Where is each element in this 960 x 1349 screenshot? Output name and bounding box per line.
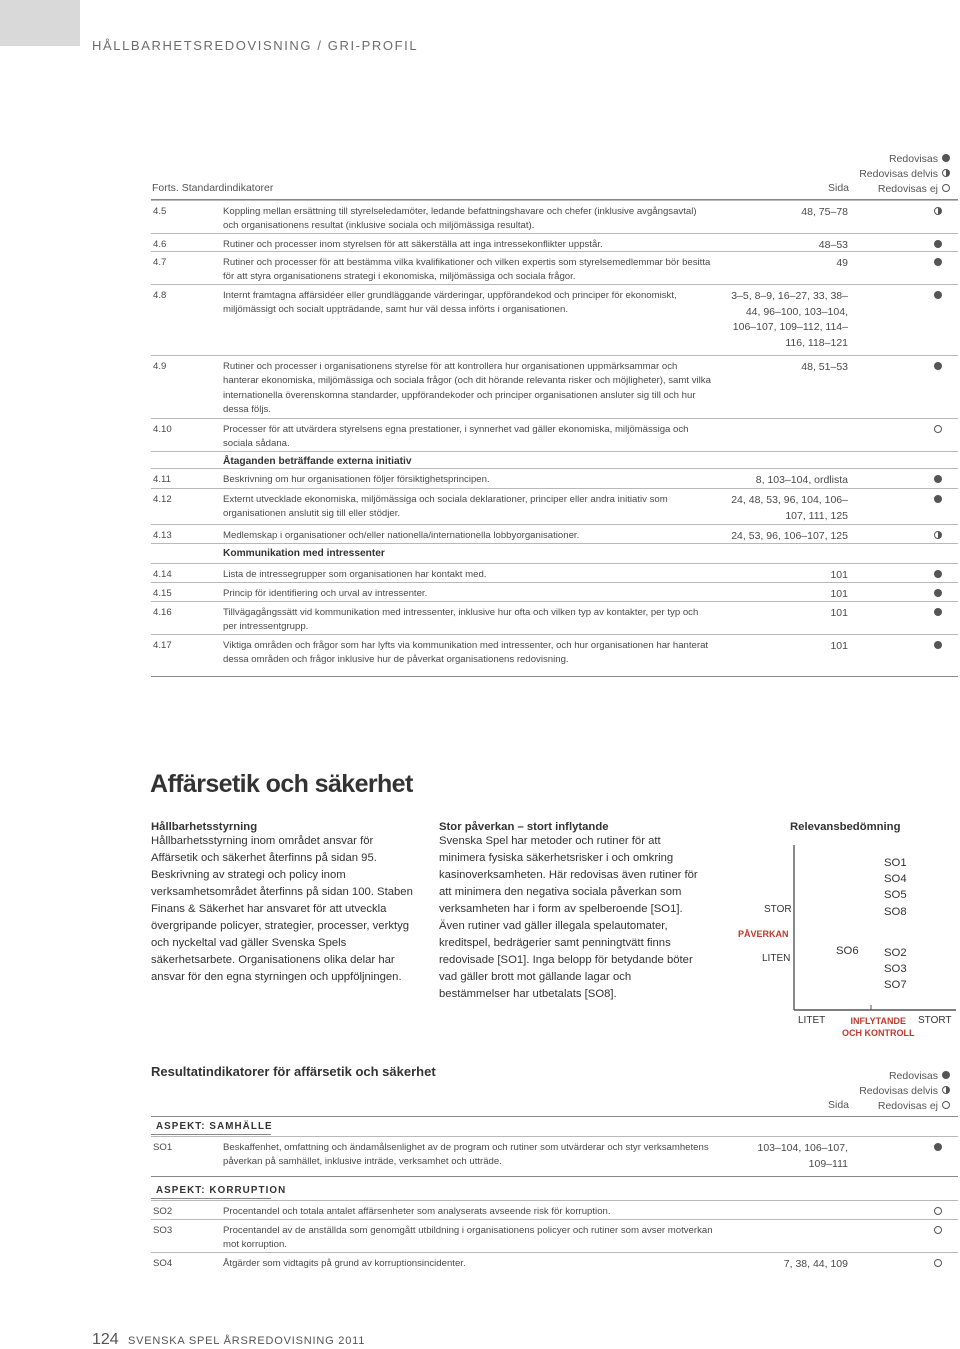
- running-head: HÅLLBARHETSREDOVISNING / GRI-PROFIL: [92, 38, 419, 53]
- row-rule: [151, 634, 958, 635]
- indicator-text: Rutiner och processer inom styrelsen för att säkerställa att inga intressekonflikter uppstår.: [223, 239, 603, 250]
- half-dot-icon: [941, 167, 951, 182]
- row-rule: [151, 355, 958, 356]
- legend-redovisas-label: Redovisas: [888, 153, 938, 165]
- indicator-number: 4.9: [153, 361, 167, 372]
- table-row: [151, 1141, 958, 1170]
- x-axis-label-1: INFLYTANDE: [850, 1016, 906, 1026]
- indicator-pages: 101: [830, 569, 848, 581]
- y-stor-label: STOR: [764, 904, 792, 915]
- aspect-rule: [151, 1116, 958, 1117]
- empty-dot-icon: [941, 182, 951, 197]
- empty-dot-icon: [932, 1257, 944, 1271]
- full-dot-icon: [932, 473, 944, 487]
- indicator-number: 4.6: [153, 239, 167, 250]
- row-rule: [151, 563, 958, 564]
- table-row: [151, 1205, 958, 1219]
- matrix-item: SO1: [884, 857, 907, 869]
- legend-delvis-label: Redovisas delvis: [859, 1085, 938, 1097]
- x-litet-label: LITET: [798, 1015, 826, 1026]
- indicator-text: Åtgärder som vidtagits på grund av korruptionsincidenter.: [223, 1258, 466, 1269]
- table-row: [151, 238, 958, 252]
- aspect-underline: [151, 1198, 271, 1199]
- row-rule: [151, 582, 958, 583]
- table-row: [151, 1257, 958, 1271]
- relevans-title: Relevansbedömning: [790, 821, 901, 833]
- indicator-pages: 48–53: [818, 239, 848, 251]
- matrix-item: SO4: [884, 873, 907, 886]
- legend-bottom: [859, 1069, 951, 1114]
- full-dot-icon: [932, 360, 944, 374]
- indicator-pages: 48, 75–78: [801, 206, 848, 218]
- row-rule: [151, 543, 958, 544]
- row-rule: [151, 284, 958, 285]
- indicator-number: 4.13: [153, 530, 172, 541]
- page-col-label: Sida: [828, 182, 850, 194]
- full-dot-icon: [932, 587, 944, 601]
- full-dot-icon: [932, 639, 944, 653]
- indicator-number: 4.12: [153, 494, 172, 505]
- row-rule: [151, 418, 958, 419]
- table-row: [151, 360, 958, 417]
- indicator-text: Koppling mellan ersättning till styrelseledamöter, ledande befattningshavare och chefer (inklusive avgångsavtal) och organisationens resultat (inklusive sociala och miljömässiga resultat).: [223, 206, 697, 232]
- half-dot-icon: [932, 205, 944, 219]
- full-dot-icon: [932, 606, 944, 620]
- matrix-item: SO6: [836, 945, 859, 957]
- indicator-number: 4.10: [153, 424, 172, 435]
- indicator-number: 4.5: [153, 206, 167, 217]
- y-liten-label: LITEN: [762, 953, 791, 964]
- full-dot-icon: [932, 256, 944, 270]
- aspect-rule: [151, 1176, 958, 1177]
- matrix-item: SO3: [884, 963, 907, 976]
- indicator-pages: 101: [830, 607, 848, 619]
- legend-ej-label: Redovisas ej: [877, 183, 938, 195]
- indicator-number: SO1: [153, 1142, 173, 1153]
- indicator-number: 4.17: [153, 640, 172, 651]
- indicator-text: Rutiner och processer i organisationens styrelse för att kontrollera hur organisationen uppmärksammar och hanterar ekonomiska, miljömässiga och sociala frågor (och dit hörande relevanta risker och möjligheter), samt vilka internationella överenskomna standarder, uppförandekoder och principer organisationen ansluter sig till och hur dessa följs.: [223, 361, 711, 415]
- empty-dot-icon: [932, 1224, 944, 1238]
- column-impact: [439, 821, 704, 1003]
- row-rule: [151, 601, 958, 602]
- indicator-text: Medlemskap i organisationer och/eller nationella/internationella lobbyorganisationer.: [223, 530, 580, 541]
- indicator-text: Rutiner och processer för att bestämma vilka kvalifikationer och vilken expertis som styrelsemedlemmar bör besitta för att styra organisationens strategi i ekonomiska, miljömässiga och sociala frågor.: [223, 257, 711, 283]
- aspect-underline: [151, 1134, 271, 1135]
- indicator-number: SO3: [153, 1225, 173, 1236]
- governance-title: Hållbarhetsstyrning: [151, 821, 258, 833]
- indicator-number: 4.14: [153, 569, 172, 580]
- x-stort-label: STORT: [918, 1015, 952, 1026]
- indicator-text: Beskrivning om hur organisationen följer försiktighetsprincipen.: [223, 474, 490, 485]
- table-bottom-rule: [151, 676, 958, 677]
- indicator-text: Viktiga områden och frågor som har lyfts via kommunikation med intressenter, och hur organisationen har hanterat dessa områden och frågor inklusive hur de påverkat organisationens redovisning.: [223, 640, 709, 666]
- indicator-number: SO2: [153, 1206, 173, 1217]
- matrix-bottom-right: [884, 945, 907, 994]
- legend-ej-label: Redovisas ej: [877, 1100, 938, 1112]
- indicator-text: Internt framtagna affärsidéer eller grundläggande värderingar, uppförandekod och principer för ekonomiskt, miljömässigt och socialt uppträdande, samt hur väl dessa införts i organisationen.: [223, 290, 677, 316]
- results-page-col-label: Sida: [828, 1099, 850, 1111]
- indicator-pages: 48, 51–53: [801, 361, 848, 373]
- indicator-number: 4.11: [153, 474, 171, 485]
- full-dot-icon: [941, 1069, 951, 1084]
- indicator-number: SO4: [153, 1258, 173, 1269]
- section-label: Forts. Standardindikatorer: [152, 182, 274, 194]
- row-rule: [151, 1136, 958, 1137]
- full-dot-icon: [932, 289, 944, 303]
- x-axis-label: [842, 1015, 915, 1039]
- indicator-text: Procentandel och totala antalet affärsenheter som analyserats avseende risk för korruption.: [223, 1206, 611, 1217]
- indicator-text: Beskaffenhet, omfattning och ändamålsenlighet av de program och rutiner som utvärderar och styr verksamhetens påverkan på samhället, inklusive inträde, verksamhet och utträde.: [223, 1142, 709, 1168]
- indicator-pages: 7, 38, 44, 109: [783, 1258, 848, 1270]
- indicator-number: 4.8: [153, 290, 167, 301]
- table-row: [151, 289, 958, 353]
- indicator-pages: 101: [830, 588, 848, 600]
- table-row: [151, 1224, 958, 1253]
- row-rule: [151, 233, 958, 234]
- indicator-pages: 3–5, 8–9, 16–27, 33, 38–44, 96–100, 103–104, 106–107, 109–112, 114–116, 118–121: [731, 290, 848, 349]
- matrix-item: SO7: [884, 979, 907, 992]
- indicator-text: Lista de intressegrupper som organisationen har kontakt med.: [223, 569, 487, 580]
- indicator-text: Tillvägagångssätt vid kommunikation med intressenter, inklusive hur ofta och vilken typ av kontakter, per typ och per intressentgrupp.: [223, 607, 699, 633]
- table-row: [151, 473, 958, 487]
- corner-tab: [0, 0, 80, 46]
- aspect-samhalle: ASPEKT: SAMHÄLLE: [156, 1121, 273, 1132]
- indicator-pages: 8, 103–104, ordlista: [755, 474, 848, 486]
- indicator-text: Processer för att utvärdera styrelsens egna prestationer, i synnerhet vad gäller ekonomiska, miljömässiga och sociala sådana.: [223, 424, 689, 450]
- half-dot-icon: [932, 529, 944, 543]
- legend-redovisas-label: Redovisas: [888, 1070, 938, 1082]
- governance-body: Hållbarhetsstyrning inom området ansvar för Affärsetik och säkerhet återfinns på sidan 95. Beskrivning av strategi och policy inom verksamhetsområdet återfinns på sidan 100. Staben Finans & Säkerhet har ansvaret för att utveckla övergripande policyer, strategier, processer, verktyg och nyckeltal vad gäller Svenska Spels säkerhetsarbete. Organisationens olika delar har ansvar för den egna styrningen och uppföljningen.: [151, 835, 413, 983]
- aspect-korruption: ASPEKT: KORRUPTION: [156, 1185, 287, 1196]
- legend-top: [859, 152, 951, 197]
- indicator-number: 4.15: [153, 588, 172, 599]
- table-row: [151, 256, 958, 285]
- sub-external-initiatives: Åtaganden beträffande externa initiativ: [223, 456, 412, 467]
- column-governance: [151, 821, 416, 986]
- half-dot-icon: [941, 1084, 951, 1099]
- row-rule: [151, 200, 958, 201]
- matrix-item: SO8: [884, 905, 907, 918]
- full-dot-icon: [932, 493, 944, 507]
- row-rule: [151, 1219, 958, 1220]
- impact-title: Stor påverkan – stort inflytande: [439, 821, 609, 833]
- indicator-pages: 49: [836, 257, 848, 269]
- empty-dot-icon: [932, 423, 944, 437]
- matrix-item: SO2: [884, 947, 907, 959]
- empty-dot-icon: [941, 1099, 951, 1114]
- row-rule: [151, 251, 958, 252]
- x-axis-label-2: OCH KONTROLL: [842, 1028, 915, 1038]
- table-row: [151, 606, 958, 635]
- empty-dot-icon: [932, 1205, 944, 1219]
- table-row: [151, 587, 958, 601]
- row-rule: [151, 1252, 958, 1253]
- row-rule: [151, 468, 958, 469]
- indicator-pages: 103–104, 106–107, 109–111: [757, 1142, 848, 1170]
- section-title: Affärsetik och säkerhet: [150, 770, 413, 798]
- matrix-top-right: [884, 855, 907, 920]
- footer-page-number: 124: [92, 1331, 119, 1348]
- matrix-item: SO5: [884, 889, 907, 902]
- full-dot-icon: [932, 568, 944, 582]
- indicator-text: Externt utvecklade ekonomiska, miljömässiga och sociala deklarationer, principer eller andra initiativ som organisationen anslutit sig till eller stödjer.: [223, 494, 668, 520]
- legend-delvis-label: Redovisas delvis: [859, 168, 938, 180]
- results-title: Resultatindikatorer för affärsetik och säkerhet: [151, 1064, 436, 1079]
- indicator-text: Princip för identifiering och urval av intressenter.: [223, 588, 428, 599]
- table-row: [151, 423, 958, 452]
- table-row: [151, 568, 958, 582]
- table-row: [151, 493, 958, 522]
- full-dot-icon: [941, 152, 951, 167]
- impact-body: Svenska Spel har metoder och rutiner för att minimera fysiska säkerhetsrisker i och omkring kasinoverksamheten. Här redovisas även rutiner för att minimera den negativa sociala påverkan som verksamheten har i form av spelberoende [SO1]. Även rutiner vad gäller illegala spelautomater, kreditspel, bedrägerier samt penningtvätt finns redovisade [SO1]. Inga belopp för betydande böter vad gäller brott mot gällande lagar och bestämmelser har utbetalats [SO8].: [439, 835, 698, 1000]
- full-dot-icon: [932, 1141, 944, 1155]
- y-axis-label: PÅVERKAN: [738, 929, 789, 939]
- indicator-pages: 24, 53, 96, 106–107, 125: [731, 530, 848, 542]
- table-row: [151, 639, 958, 668]
- indicator-number: 4.7: [153, 257, 167, 268]
- row-rule: [151, 488, 958, 489]
- footer-text: SVENSKA SPEL ÅRSREDOVISNING 2011: [128, 1335, 366, 1347]
- indicator-pages: 24, 48, 53, 96, 104, 106–107, 111, 125: [731, 494, 848, 522]
- row-rule: [151, 524, 958, 525]
- indicator-pages: 101: [830, 640, 848, 652]
- indicator-text: Procentandel av de anställda som genomgått utbildning i organisationens policyer och rutiner som avser motverkan mot korruption.: [223, 1225, 713, 1251]
- table-row: [151, 529, 958, 543]
- indicator-number: 4.16: [153, 607, 172, 618]
- row-rule: [151, 451, 958, 452]
- sub-stakeholder-communication: Kommunikation med intressenter: [223, 548, 385, 559]
- table-row: [151, 205, 958, 234]
- row-rule: [151, 1200, 958, 1201]
